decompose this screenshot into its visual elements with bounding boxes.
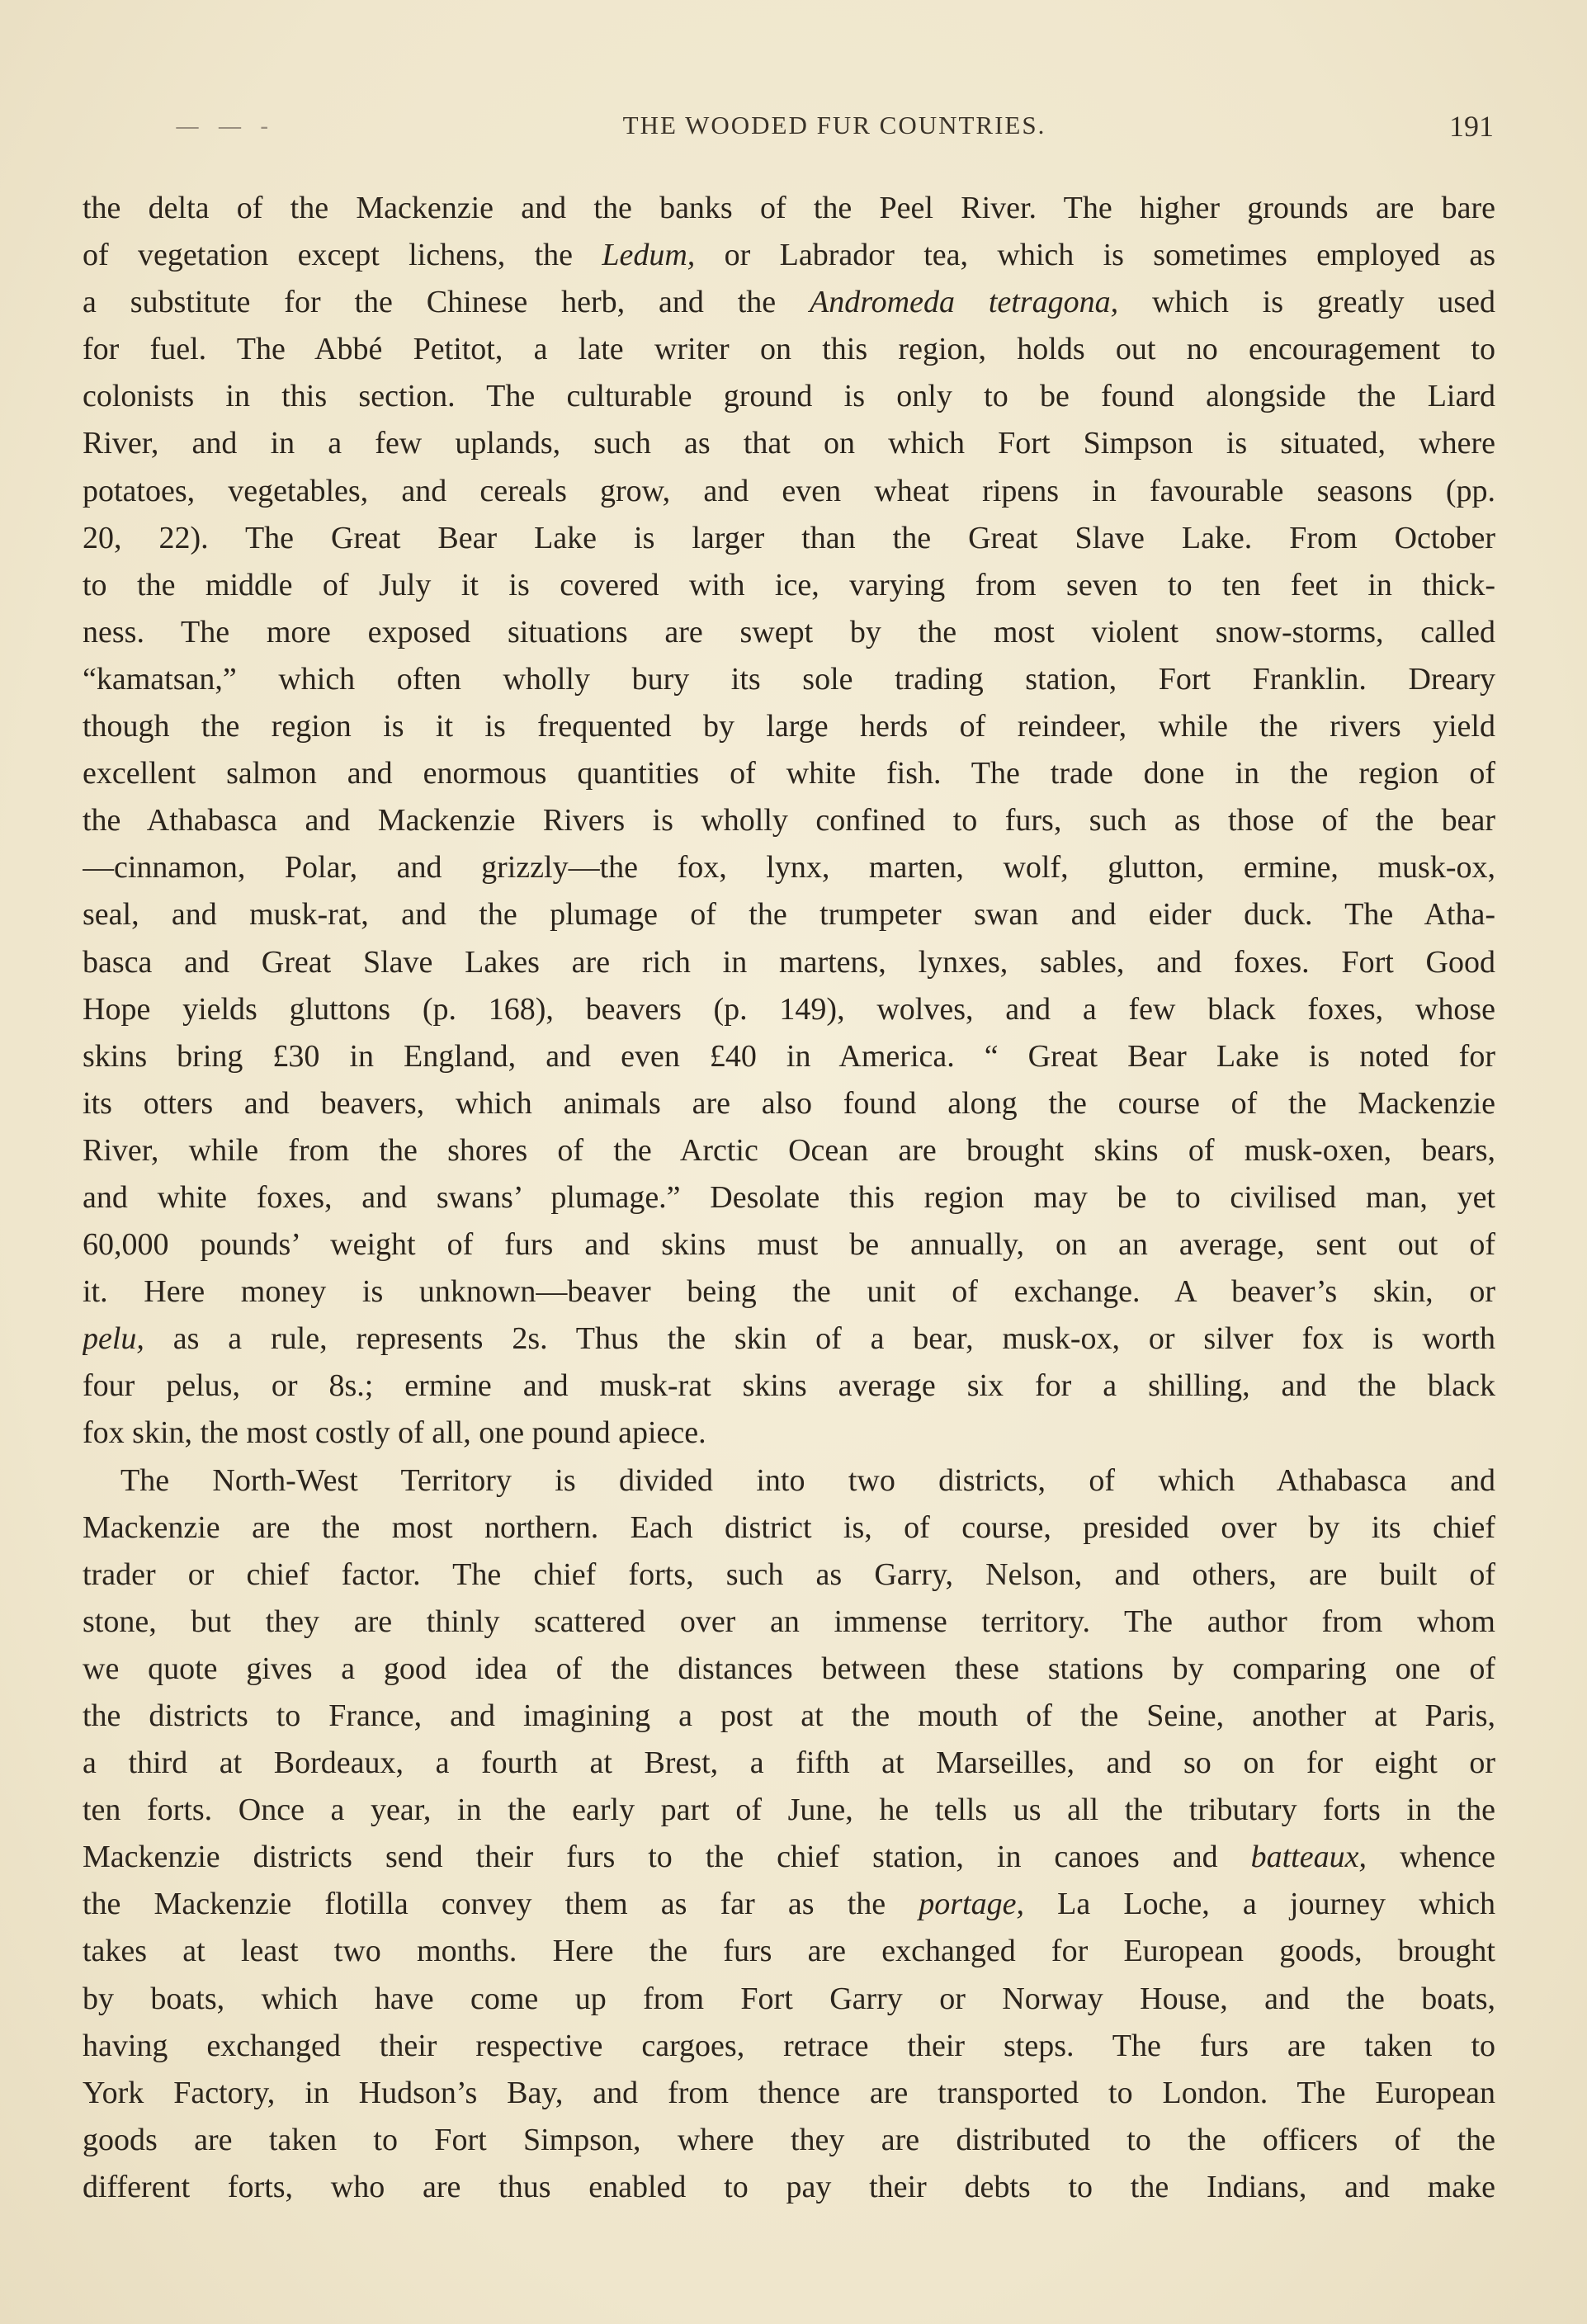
text-run: by boats, which have come up from Fort Garry or Norway House, and the boats, bbox=[83, 1981, 1495, 2016]
text-line bbox=[83, 232, 1495, 279]
text-line bbox=[83, 185, 1495, 232]
text-line bbox=[83, 797, 1495, 844]
text-run: trader or chief factor. The chief forts, such as Garry, Nelson, and others, are built of bbox=[83, 1556, 1495, 1592]
text-line bbox=[83, 2023, 1495, 2070]
text-line bbox=[83, 326, 1495, 373]
text-run: whence bbox=[1366, 1840, 1495, 1875]
text-run: Mackenzie are the most northern. Each district is, of course, presided over by its chief bbox=[83, 1509, 1495, 1545]
text-line bbox=[83, 1646, 1495, 1693]
text-run: “kamatsan,” which often wholly bury its sole trading station, Fort Franklin. Dreary bbox=[83, 661, 1495, 697]
text-run: Mackenzie districts send their furs to the chief station, in canoes and bbox=[83, 1840, 1251, 1875]
text-line bbox=[83, 1740, 1495, 1787]
text-line bbox=[83, 1316, 1495, 1363]
text-line bbox=[83, 1033, 1495, 1080]
text-line bbox=[83, 420, 1495, 467]
text-run: which is greatly used bbox=[1118, 285, 1495, 320]
text-line bbox=[83, 1080, 1495, 1127]
text-run: a substitute for the Chinese herb, and the bbox=[83, 285, 810, 320]
text-line bbox=[83, 1599, 1495, 1646]
text-run: colonists in this section. The culturable ground is only to be found alongside the Liard bbox=[83, 379, 1495, 414]
text-run: of vegetation except lichens, the bbox=[83, 238, 602, 273]
text-run: River, while from the shores of the Arctic Ocean are brought skins of musk-oxen, bears, bbox=[83, 1132, 1495, 1168]
text-run: seal, and musk-rat, and the plumage of the trumpeter swan and eider duck. The Atha- bbox=[83, 897, 1495, 933]
text-line bbox=[83, 750, 1495, 797]
text-line bbox=[83, 1976, 1495, 2023]
text-run: it. Here money is unknown—beaver being the unit of exchange. A beaver’s skin, or bbox=[83, 1274, 1495, 1310]
italic-term: Ledum, bbox=[602, 238, 696, 273]
text-line bbox=[83, 1363, 1495, 1410]
text-run: the delta of the Mackenzie and the banks of the Peel River. The higher grounds are bare bbox=[83, 191, 1495, 225]
text-run: York Factory, in Hudson’s Bay, and from thence are transported to London. The European bbox=[83, 2075, 1495, 2110]
text-line bbox=[83, 1504, 1495, 1552]
text-line bbox=[83, 279, 1495, 326]
text-run: or Labrador tea, which is sometimes employed as bbox=[695, 238, 1495, 273]
running-header bbox=[175, 106, 1494, 155]
text-run: River, and in a few uplands, such as that on which Fort Simpson is situated, where bbox=[83, 426, 1495, 461]
text-line bbox=[83, 891, 1495, 938]
text-run: though the region is it is frequented by large herds of reindeer, while the rivers yield bbox=[83, 709, 1495, 744]
text-run: ness. The more exposed situations are swept by the most violent snow-storms, called bbox=[83, 614, 1495, 649]
text-run: as a rule, represents 2s. Thus the skin of a bear, musk-ox, or silver fox is worth bbox=[144, 1321, 1495, 1357]
text-run: ten forts. Once a year, in the early part of June, he tells us all the tributary forts in the bbox=[83, 1793, 1495, 1828]
text-run: and white foxes, and swans’ plumage.” Desolate this region may be to civilised man, yet bbox=[83, 1179, 1495, 1215]
text-line bbox=[83, 468, 1495, 515]
text-run: potatoes, vegetables, and cereals grow, and even wheat ripens in favourable seasons (pp. bbox=[83, 473, 1495, 508]
text-line bbox=[83, 656, 1495, 703]
text-line bbox=[83, 1787, 1495, 1834]
text-run: skins bring £30 in England, and even £40 in America. “ Great Bear Lake is noted for bbox=[83, 1038, 1495, 1074]
text-run: fox skin, the most costly of all, one pound apiece. bbox=[83, 1415, 706, 1451]
text-run: to the middle of July it is covered with ice, varying from seven to ten feet in thick- bbox=[83, 567, 1495, 602]
text-line bbox=[83, 2117, 1495, 2164]
text-run: The North-West Territory is divided into two districts, of which Athabasca and bbox=[120, 1462, 1495, 1498]
italic-term: pelu, bbox=[83, 1321, 144, 1357]
text-line bbox=[83, 1928, 1495, 1975]
text-run: the Mackenzie flotilla convey them as far as the bbox=[83, 1887, 919, 1922]
text-run: La Loche, a journey which bbox=[1023, 1887, 1495, 1922]
text-line bbox=[83, 562, 1495, 609]
text-run: takes at least two months. Here the furs are exchanged for European goods, brought bbox=[83, 1934, 1495, 1969]
text-line bbox=[83, 939, 1495, 986]
text-line bbox=[83, 1552, 1495, 1599]
text-run: 60,000 pounds’ weight of furs and skins must be annually, on an average, sent out of bbox=[83, 1227, 1495, 1263]
text-line bbox=[83, 1268, 1495, 1316]
italic-term: portage, bbox=[919, 1887, 1024, 1922]
text-run: 20, 22). The Great Bear Lake is larger than the Great Slave Lake. From October bbox=[83, 520, 1495, 555]
text-run: four pelus, or 8s.; ermine and musk-rat skins average six for a shilling, and the black bbox=[83, 1368, 1495, 1404]
text-line bbox=[83, 1127, 1495, 1174]
text-line bbox=[83, 2070, 1495, 2117]
running-title: THE WOODED FUR COUNTRIES. bbox=[622, 111, 1046, 139]
text-run: different forts, who are thus enabled to pay their debts to the Indians, and make bbox=[83, 2169, 1495, 2204]
text-line bbox=[83, 2164, 1495, 2211]
text-run: goods are taken to Fort Simpson, where they are distributed to the officers of the bbox=[83, 2122, 1495, 2157]
text-line bbox=[83, 703, 1495, 750]
text-run: excellent salmon and enormous quantities of white fish. The trade done in the region of bbox=[83, 756, 1495, 791]
text-line bbox=[83, 986, 1495, 1033]
text-run: stone, but they are thinly scattered over an immense territory. The author from whom bbox=[83, 1604, 1495, 1639]
text-line bbox=[83, 1693, 1495, 1740]
text-run: the districts to France, and imagining a post at the mouth of the Seine, another at Paris, bbox=[83, 1698, 1495, 1733]
text-run: —cinnamon, Polar, and grizzly—the fox, lynx, marten, wolf, glutton, ermine, musk-ox, bbox=[83, 850, 1495, 886]
text-line bbox=[83, 1457, 1495, 1504]
body-text bbox=[83, 185, 1495, 2211]
text-run: we quote gives a good idea of the distances between these stations by comparing one of bbox=[83, 1651, 1495, 1686]
text-run: a third at Bordeaux, a fourth at Brest, a fifth at Marseilles, and so on for eight or bbox=[83, 1745, 1495, 1781]
text-run: basca and Great Slave Lakes are rich in martens, lynxes, sables, and foxes. Fort Good bbox=[83, 944, 1495, 980]
text-run: for fuel. The Abbé Petitot, a late writer on this region, holds out no encouragement to bbox=[83, 332, 1495, 367]
italic-term: batteaux, bbox=[1250, 1840, 1367, 1875]
text-run: Hope yields gluttons (p. 168), beavers (p. 149), wolves, and a few black foxes, whose bbox=[83, 991, 1495, 1027]
text-line bbox=[83, 1221, 1495, 1268]
text-run: the Athabasca and Mackenzie Rivers is wholly confined to furs, such as those of the bear bbox=[83, 803, 1495, 838]
text-line bbox=[83, 1834, 1495, 1881]
text-line bbox=[83, 515, 1495, 562]
text-line bbox=[83, 844, 1495, 891]
text-line bbox=[83, 609, 1495, 656]
italic-term: Andromeda tetragona, bbox=[810, 285, 1119, 320]
text-line bbox=[83, 373, 1495, 420]
page-number: 191 bbox=[1449, 110, 1494, 143]
text-line bbox=[83, 1174, 1495, 1221]
text-run: having exchanged their respective cargoes, retrace their steps. The furs are taken to bbox=[83, 2028, 1495, 2063]
text-line bbox=[83, 1881, 1495, 1928]
header-dash-rule: — — - bbox=[175, 112, 274, 141]
text-line bbox=[83, 1410, 1495, 1457]
text-run: its otters and beavers, which animals are also found along the course of the Mackenzie bbox=[83, 1085, 1495, 1121]
